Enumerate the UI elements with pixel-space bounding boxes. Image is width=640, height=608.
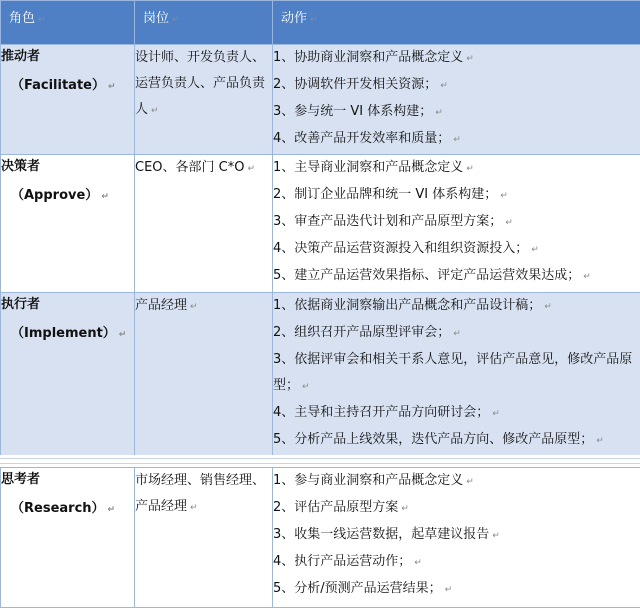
- paragraph-mark-icon: ↵: [492, 409, 500, 419]
- paragraph-mark-icon: ↵: [151, 106, 159, 116]
- action-item: 4、主导和主持召开产品方向研讨会； ↵: [273, 405, 500, 420]
- action-item: 3、参与统一 VI 体系构建； ↵: [273, 104, 443, 119]
- action-item: 4、决策产品运营资源投入和组织资源投入； ↵: [273, 241, 539, 256]
- action-cell: [273, 45, 640, 155]
- action-item: 4、执行产品运营动作； ↵: [273, 554, 422, 569]
- paragraph-mark-icon: ↵: [466, 164, 474, 174]
- action-item: 5、分析产品上线效果，迭代产品方向、修改产品原型； ↵: [273, 432, 604, 447]
- table-row: [1, 468, 640, 608]
- action-item: 4、改善产品开发效率和质量； ↵: [273, 131, 461, 146]
- paragraph-mark-icon: ↵: [190, 503, 198, 513]
- paragraph-mark-icon: ↵: [492, 531, 500, 541]
- paragraph-mark-icon: ↵: [531, 245, 539, 255]
- paragraph-mark-icon: ↵: [440, 81, 448, 91]
- post-cell: 设计师、开发负责人、运营负责人、产品负责人 ↵: [135, 45, 273, 155]
- header-role: 角色 ↵: [1, 1, 135, 45]
- paragraph-mark-icon: ↵: [38, 15, 46, 25]
- action-cell: [273, 468, 640, 608]
- paragraph-mark-icon: ↵: [444, 585, 453, 595]
- action-item: 2、组织召开产品原型评审会； ↵: [273, 325, 461, 340]
- role-table-continued: [0, 467, 640, 608]
- role-cell: 决策者 （Approve） ↵: [1, 155, 135, 293]
- table-row: [1, 45, 640, 155]
- paragraph-mark-icon: ↵: [453, 135, 461, 145]
- paragraph-mark-icon: ↵: [453, 329, 461, 339]
- post-cell: 产品经理 ↵: [135, 293, 273, 456]
- action-item: 1、主导商业洞察和产品概念定义 ↵: [273, 160, 474, 175]
- paragraph-mark-icon: ↵: [466, 477, 474, 487]
- paragraph-mark-icon: ↵: [583, 272, 591, 282]
- role-cell: 思考者 （Research） ↵: [1, 468, 135, 608]
- table-row: [1, 155, 640, 293]
- action-cell: [273, 155, 640, 293]
- paragraph-mark-icon: ↵: [247, 164, 256, 174]
- action-item: 3、审查产品迭代计划和产品原型方案； ↵: [273, 214, 513, 229]
- table-page-break: [0, 455, 640, 467]
- action-item: 3、收集一线运营数据，起草建议报告 ↵: [273, 527, 500, 542]
- paragraph-mark-icon: ↵: [310, 15, 318, 25]
- paragraph-mark-icon: ↵: [107, 505, 116, 515]
- role-cell: 推动者 （Facilitate） ↵: [1, 45, 135, 155]
- post-cell: CEO、各部门 C*O ↵: [135, 155, 273, 293]
- action-cell: [273, 293, 640, 456]
- paragraph-mark-icon: ↵: [401, 504, 409, 514]
- paragraph-mark-icon: ↵: [544, 302, 552, 312]
- paragraph-mark-icon: ↵: [435, 108, 443, 118]
- action-item: 2、协调软件开发相关资源； ↵: [273, 77, 448, 92]
- action-item: 1、参与商业洞察和产品概念定义 ↵: [273, 473, 474, 488]
- action-item: 5、分析/预测产品运营结果； ↵: [273, 581, 453, 596]
- paragraph-mark-icon: ↵: [190, 302, 198, 312]
- post-cell: 市场经理、销售经理、产品经理 ↵: [135, 468, 273, 608]
- paragraph-mark-icon: ↵: [466, 54, 474, 64]
- table-row: [1, 293, 640, 456]
- header-action: 动作 ↵: [273, 1, 640, 45]
- paragraph-mark-icon: ↵: [118, 330, 127, 340]
- paragraph-mark-icon: ↵: [505, 218, 513, 228]
- action-item: 5、建立产品运营效果指标、评定产品运营效果达成； ↵: [273, 268, 591, 283]
- paragraph-mark-icon: ↵: [500, 191, 508, 201]
- paragraph-mark-icon: ↵: [414, 558, 422, 568]
- paragraph-mark-icon: ↵: [107, 82, 116, 92]
- paragraph-mark-icon: ↵: [302, 382, 310, 392]
- action-item: 2、评估产品原型方案 ↵: [273, 500, 409, 515]
- action-item: 2、制订企业品牌和统一 VI 体系构建； ↵: [273, 187, 508, 202]
- action-item: 1、依据商业洞察输出产品概念和产品设计稿； ↵: [273, 298, 552, 313]
- table-header-row: [1, 1, 640, 45]
- action-item: 3、依据评审会和相关干系人意见，评估产品意见，修改产品原型； ↵: [273, 352, 633, 393]
- paragraph-mark-icon: ↵: [596, 436, 604, 446]
- paragraph-mark-icon: ↵: [172, 15, 180, 25]
- header-post: 岗位 ↵: [135, 1, 273, 45]
- paragraph-mark-icon: ↵: [101, 192, 109, 202]
- action-item: 1、协助商业洞察和产品概念定义 ↵: [273, 50, 474, 65]
- role-cell: 执行者 （Implement） ↵: [1, 293, 135, 456]
